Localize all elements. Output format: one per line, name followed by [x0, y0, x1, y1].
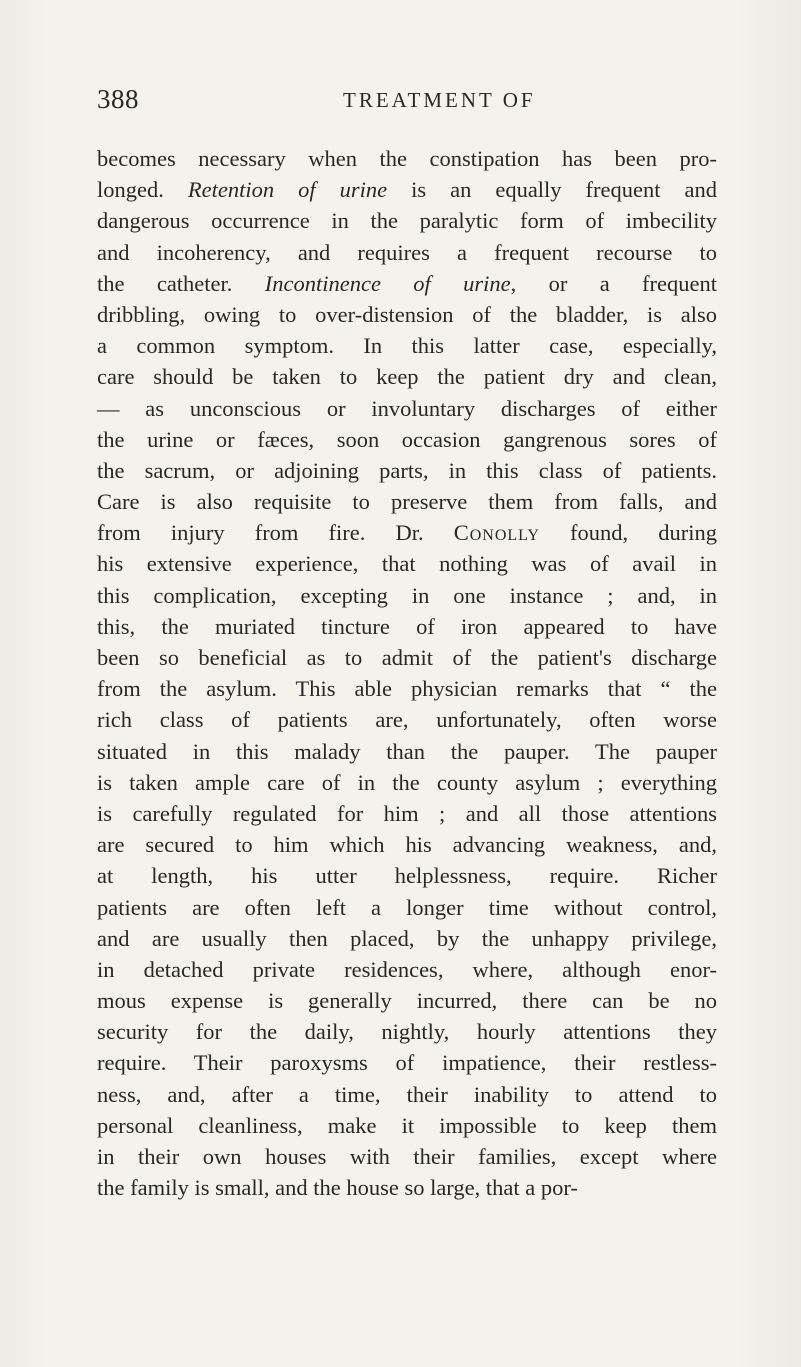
text-line — [97, 237, 717, 268]
text-segment: this complication, excepting in one instance ; and, in — [97, 582, 717, 608]
text-line — [97, 1016, 717, 1047]
text-line — [97, 455, 717, 486]
text-line — [97, 923, 717, 954]
text-line — [97, 1110, 717, 1141]
text-line — [97, 299, 717, 330]
body-text — [97, 143, 717, 1203]
text-line — [97, 704, 717, 735]
text-segment: the sacrum, or adjoining parts, in this class of patients. — [97, 457, 717, 483]
text-line — [97, 268, 717, 299]
text-line — [97, 985, 717, 1016]
text-segment: care should be taken to keep the patient dry and clean, — [97, 364, 717, 390]
text-segment: are secured to him which his advancing weakness, and, — [97, 832, 717, 858]
small-caps-name: Conolly — [453, 520, 540, 546]
text-segment: is carefully regulated for him ; and all those attentions — [97, 800, 717, 826]
text-segment: require. Their paroxysms of impatience, their restless- — [97, 1050, 717, 1076]
text-line — [97, 860, 717, 891]
page-number: 388 — [97, 84, 139, 114]
text-line — [97, 892, 717, 923]
text-segment: — as unconscious or involuntary discharges of either — [97, 395, 717, 421]
text-line — [97, 611, 717, 642]
text-line — [97, 424, 717, 455]
text-segment: Care is also requisite to preserve them from falls, and — [97, 489, 717, 515]
text-segment: rich class of patients are, unfortunately, often worse — [97, 707, 717, 733]
text-line — [97, 548, 717, 579]
text-segment: longed. — [97, 177, 188, 203]
text-line — [97, 517, 717, 548]
text-segment: security for the daily, nightly, hourly attentions they — [97, 1019, 717, 1045]
text-line — [97, 330, 717, 361]
text-line — [97, 767, 717, 798]
text-segment: the catheter. — [97, 270, 265, 296]
text-segment: mous expense is generally incurred, there can be no — [97, 988, 717, 1014]
text-line — [97, 174, 717, 205]
text-segment: his extensive experience, that nothing was of avail in — [97, 551, 717, 577]
text-segment: the family is small, and the house so large, that a por- — [97, 1175, 578, 1201]
text-line — [97, 954, 717, 985]
text-line — [97, 393, 717, 424]
text-line — [97, 798, 717, 829]
page-header — [97, 84, 717, 124]
text-segment: ness, and, after a time, their inability to attend to — [97, 1081, 717, 1107]
text-segment: in detached private residences, where, although enor- — [97, 956, 717, 982]
text-line — [97, 143, 717, 174]
text-segment: a common symptom. In this latter case, especially, — [97, 333, 717, 359]
text-segment: this, the muriated tincture of iron appeared to have — [97, 613, 717, 639]
text-segment: dribbling, owing to over-distension of the bladder, is also — [97, 301, 717, 327]
text-segment: from injury from fire. Dr. — [97, 520, 454, 546]
text-segment: becomes necessary when the constipation has been pro- — [97, 146, 717, 171]
text-line — [97, 673, 717, 704]
text-line — [97, 1079, 717, 1110]
text-segment: found, during — [539, 520, 717, 546]
text-segment: is taken ample care of in the county asylum ; everything — [97, 769, 717, 795]
text-line — [97, 1141, 717, 1172]
text-line — [97, 736, 717, 767]
running-head: TREATMENT OF — [343, 88, 536, 112]
text-segment: from the asylum. This able physician remarks that “ the — [97, 676, 717, 702]
text-line — [97, 642, 717, 673]
text-line — [97, 829, 717, 860]
text-segment: the urine or fæces, soon occasion gangrenous sores of — [97, 426, 717, 452]
text-segment: and incoherency, and requires a frequent recourse to — [97, 239, 717, 265]
text-segment: personal cleanliness, make it impossible to keep them — [97, 1112, 717, 1138]
text-line — [97, 205, 717, 236]
text-line — [97, 580, 717, 611]
text-segment: at length, his utter helplessness, require. Richer — [97, 863, 717, 889]
text-segment: patients are often left a longer time without control, — [97, 894, 717, 920]
text-segment: is an equally frequent and — [387, 177, 717, 203]
italic-phrase: Retention of urine — [187, 177, 388, 203]
text-segment: been so beneficial as to admit of the patient's discharge — [97, 645, 717, 670]
text-segment: dangerous occurrence in the paralytic form of imbecility — [97, 208, 717, 234]
text-line — [97, 361, 717, 392]
text-segment: , or a frequent — [510, 270, 717, 296]
text-segment: and are usually then placed, by the unhappy privilege, — [97, 925, 717, 951]
italic-phrase: Incontinence of urine — [264, 270, 511, 296]
text-line — [97, 1047, 717, 1078]
text-segment: situated in this malady than the pauper. The pauper — [97, 738, 717, 764]
text-line — [97, 486, 717, 517]
text-segment: in their own houses with their families, except where — [97, 1144, 717, 1169]
text-line — [97, 1172, 717, 1203]
